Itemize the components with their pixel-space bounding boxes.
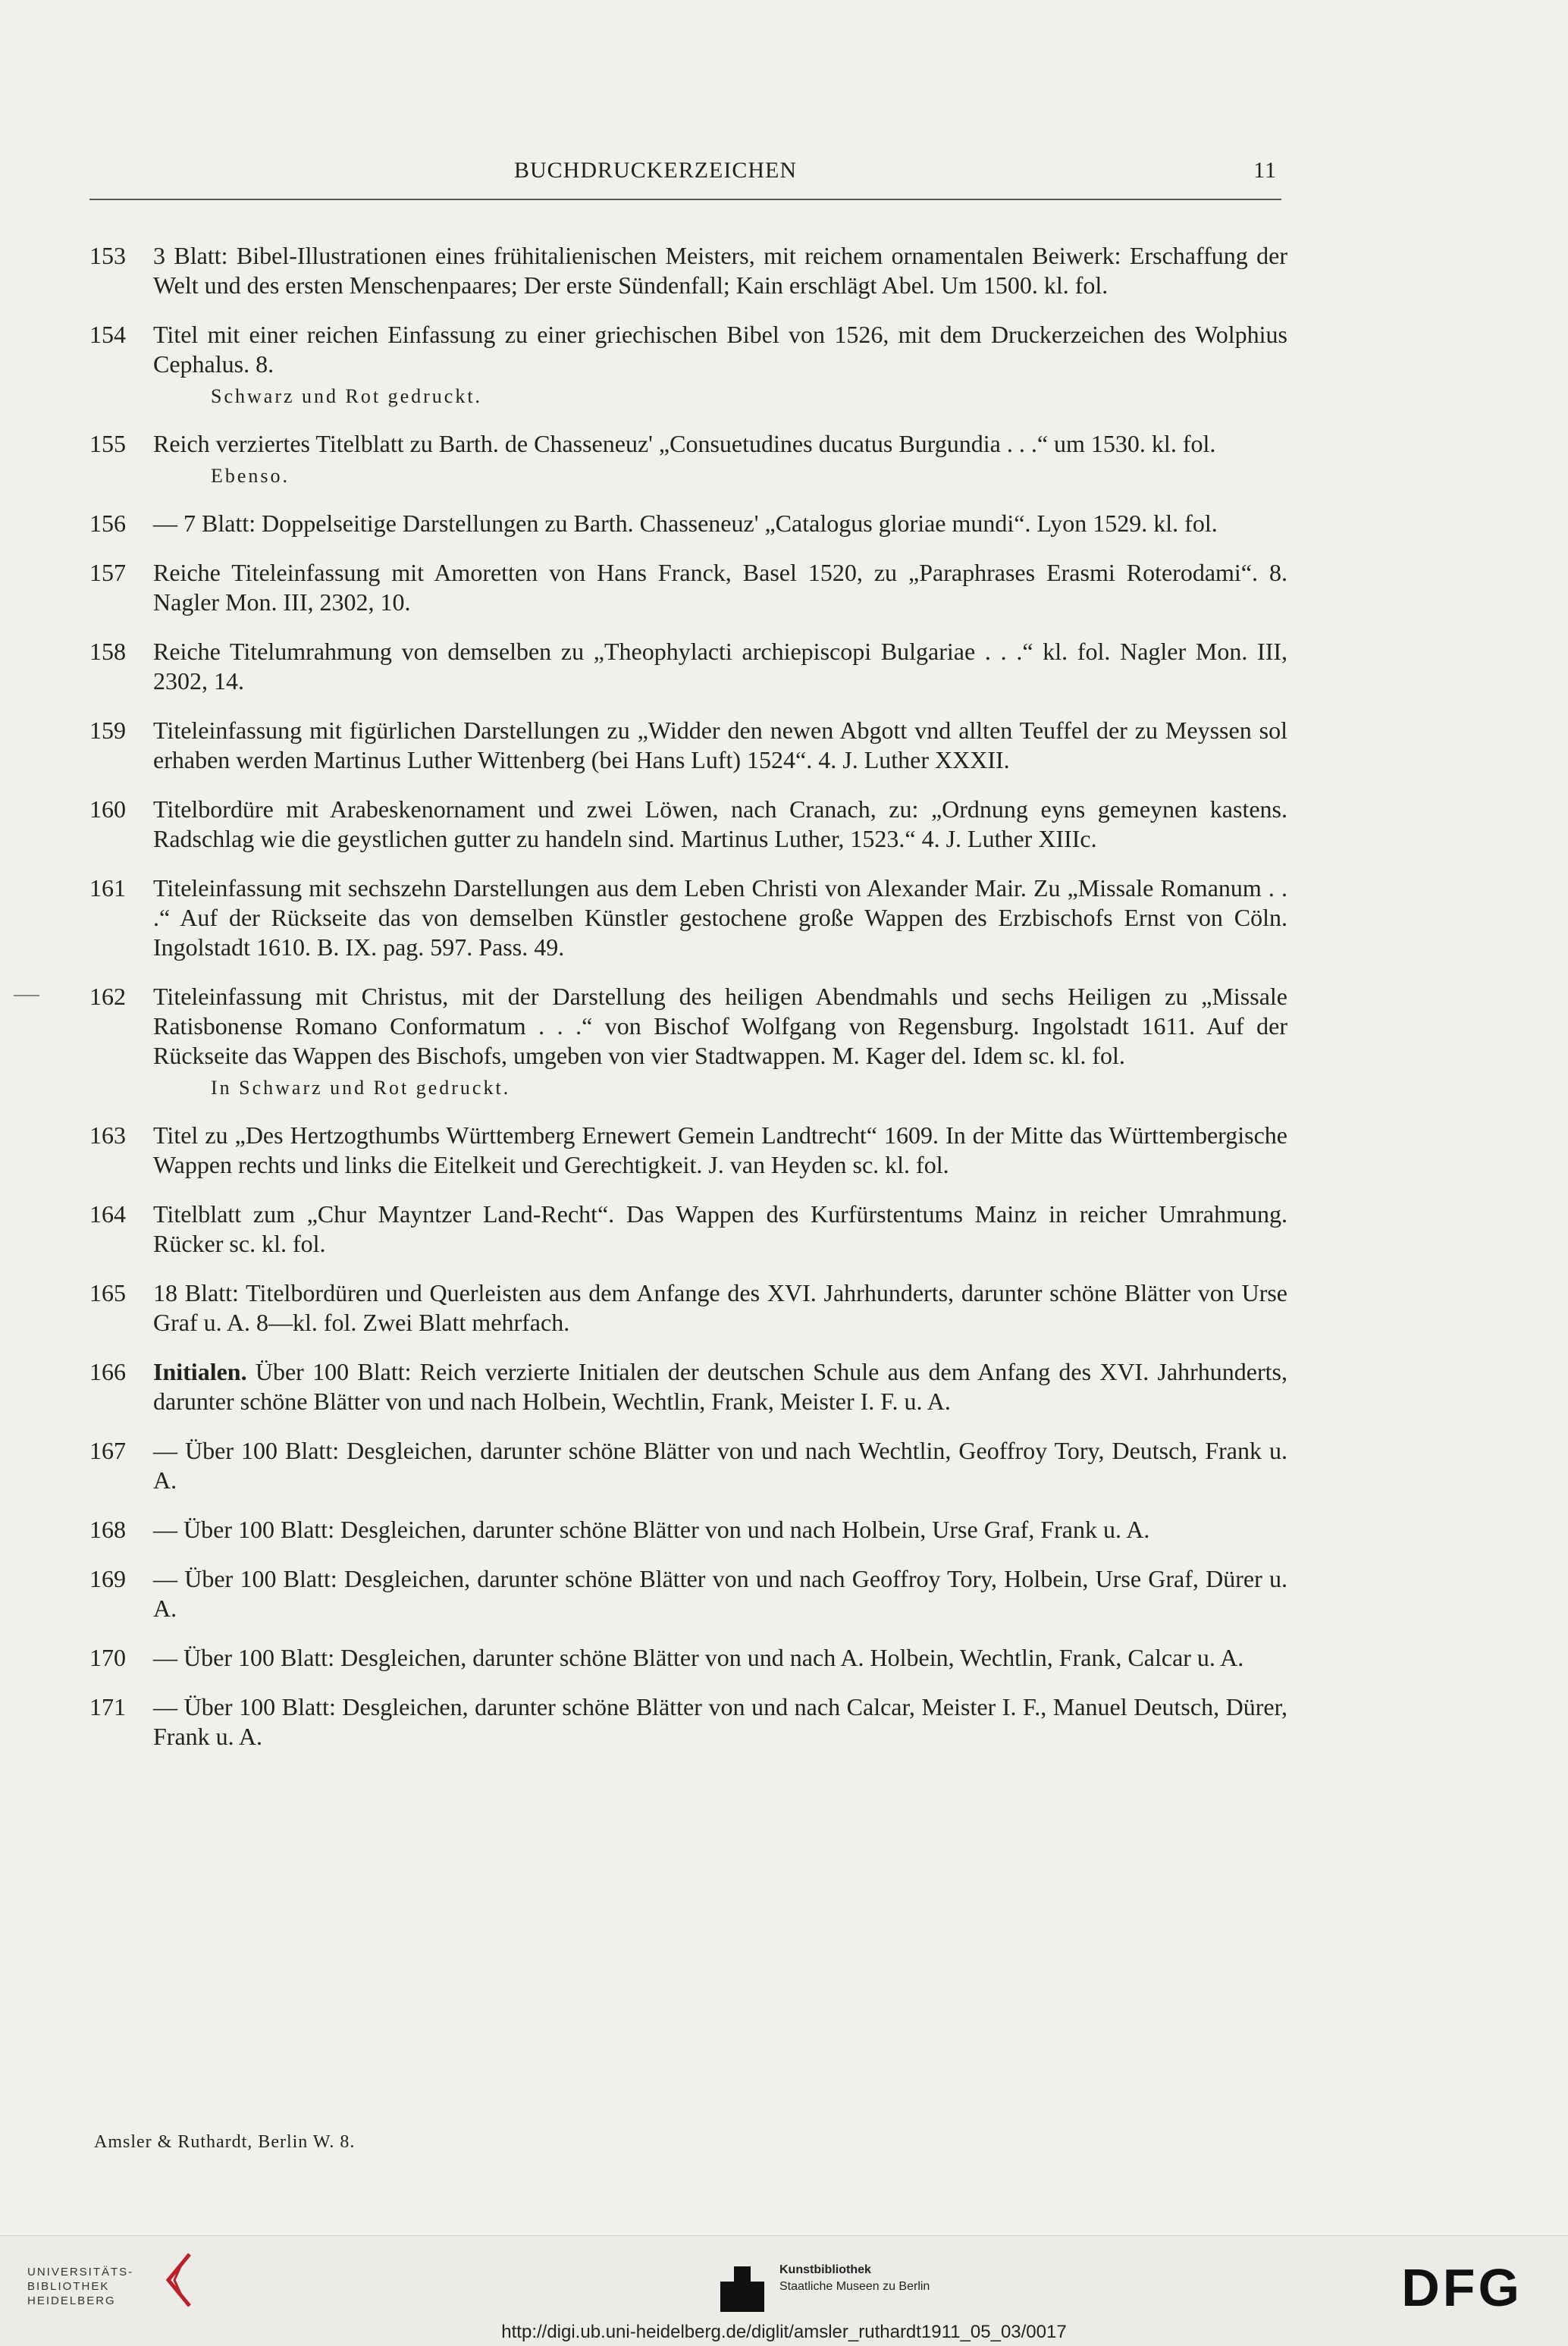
entry-number: 166 [89, 1358, 126, 1385]
entry-number: 163 [89, 1121, 126, 1149]
entry-text: 18 Blatt: Titelbordüren und Querleisten aus dem Anfange des XVI. Jahrhunderts, darunter schöne Blätter von Urse Graf u. A. 8—kl. fol. Zwei Blatt mehrfach. [153, 1279, 1287, 1336]
entry-text: Titelbordüre mit Arabeskenornament und zwei Löwen, nach Cranach, zu: „Ordnung eyns gemeynen kastens. Radschlag wie die geystlichen gutter zu handeln sind. Martinus Luther, 1523.“ 4. J. Luther XIIIc. [153, 795, 1287, 852]
entry-lead: Initialen. [153, 1358, 247, 1385]
catalog-entry [89, 241, 1287, 300]
entry-text: Titel mit einer reichen Einfassung zu einer griechischen Bibel von 1526, mit dem Druckerzeichen des Wolphius Cephalus. 8. [153, 321, 1287, 378]
entry-number: 170 [89, 1644, 126, 1671]
heidelberg-logo-icon [159, 2250, 196, 2310]
digitization-footer [0, 2235, 1568, 2346]
entry-number: 159 [89, 717, 126, 744]
permalink-url[interactable]: http://digi.ub.uni-heidelberg.de/diglit/amsler_ruthardt1911_05_03/0017 [501, 2322, 1067, 2342]
entry-note: In Schwarz und Rot gedruckt. [211, 1077, 511, 1099]
kb-subtitle: Staatliche Museen zu Berlin [779, 2280, 930, 2293]
entry-number: 165 [89, 1279, 126, 1306]
dfg-logo[interactable]: DFG [1401, 2258, 1523, 2317]
entry-text: Reich verziertes Titelblatt zu Barth. de Chasseneuz' „Consuetudines ducatus Burgundia . . .“ um 1530. kl. fol. [153, 430, 1216, 457]
entry-number: 154 [89, 321, 126, 348]
entry-text: Reiche Titeleinfassung mit Amoretten von Hans Franck, Basel 1520, zu „Paraphrases Erasmi Roterodami“. 8. Nagler Mon. III, 2302, 10. [153, 559, 1287, 616]
catalog-entry [89, 1357, 1287, 1416]
entry-text: Titel zu „Des Hertzogthumbs Württemberg Ernewert Gemein Landtrecht“ 1609. In der Mitte das Württembergische Wappen rechts und links die Eitelkeit und Gerechtigkeit. J. van Heyden sc. kl. fol. [153, 1121, 1287, 1178]
uni-logo-line: UNIVERSITÄTS- [27, 2266, 134, 2279]
entry-text: Titeleinfassung mit Christus, mit der Darstellung des heiligen Abendmahls und sechs Heiligen zu „Missale Ratisbonense Romano Conformatum . . .“ von Bischof Wolfgang von Regensburg. Ingolstadt 1611. Auf der Rückseite das Wappen des Bischofs, umgeben von vier Stadtwappen. M. Kager del. Idem sc. kl. fol. [153, 983, 1287, 1069]
catalog-entry [89, 1436, 1287, 1495]
publisher-imprint: Amsler & Ruthardt, Berlin W. 8. [94, 2132, 356, 2152]
entry-number: 168 [89, 1516, 126, 1543]
entry-number: 160 [89, 795, 126, 823]
entry-number: 164 [89, 1200, 126, 1228]
margin-mark [14, 995, 39, 996]
header-rule [89, 199, 1281, 200]
catalog-entry [89, 1692, 1287, 1752]
entry-number: 169 [89, 1565, 126, 1592]
entry-number: 162 [89, 983, 126, 1010]
entry-number: 157 [89, 559, 126, 586]
catalog-entry [89, 1121, 1287, 1180]
kunstbibliothek-icon [720, 2266, 764, 2312]
catalog-entry [89, 1643, 1287, 1673]
catalog-entry [89, 429, 1287, 489]
catalog-entry [89, 873, 1287, 962]
entry-text: — Über 100 Blatt: Desgleichen, darunter schöne Blätter von und nach Wechtlin, Geoffroy Tory, Deutsch, Frank u. A. [153, 1437, 1287, 1494]
catalog-entry [89, 558, 1287, 617]
entry-text: Titelblatt zum „Chur Mayntzer Land-Recht“. Das Wappen des Kurfürstentums Mainz in reicher Umrahmung. Rücker sc. kl. fol. [153, 1200, 1287, 1257]
entry-text: — Über 100 Blatt: Desgleichen, darunter schöne Blätter von und nach Calcar, Meister I. F., Manuel Deutsch, Dürer, Frank u. A. [153, 1693, 1287, 1750]
entry-number: 171 [89, 1693, 126, 1720]
catalog-entry [89, 320, 1287, 409]
catalog-entry [89, 795, 1287, 854]
catalog-entry [89, 637, 1287, 696]
entry-number: 161 [89, 874, 126, 902]
entry-number: 155 [89, 430, 126, 457]
entry-note: Schwarz und Rot gedruckt. [211, 385, 483, 407]
catalog-entry [89, 1278, 1287, 1338]
catalog-entry [89, 1564, 1287, 1623]
entry-number: 156 [89, 510, 126, 537]
entry-text: 3 Blatt: Bibel-Illustrationen eines frühitalienischen Meisters, mit reichem ornamentalen Beiwerk: Erschaffung der Welt und des ersten Menschenpaares; Der erste Sündenfall; Kain erschlägt Abel. Um 1500. kl. fol. [153, 242, 1287, 299]
catalog-entry [89, 1515, 1287, 1545]
entry-number: 167 [89, 1437, 126, 1464]
running-head [89, 158, 1281, 188]
kb-name: Kunstbibliothek [779, 2263, 871, 2276]
entry-text: — 7 Blatt: Doppelseitige Darstellungen zu Barth. Chasseneuz' „Catalogus gloriae mundi“. Lyon 1529. kl. fol. [153, 510, 1218, 537]
entry-text: Titeleinfassung mit figürlichen Darstellungen zu „Widder den newen Abgott vnd allten Teuffel der zu Meyssen sol erhaben werden Martinus Luther Wittenberg (bei Hans Luft) 1524“. 4. J. Luther XXXII. [153, 717, 1287, 773]
catalog-entry [89, 1200, 1287, 1259]
entry-text: Über 100 Blatt: Reich verzierte Initialen der deutschen Schule aus dem Anfang des XVI. Jahrhunderts, darunter schöne Blätter von und nach Holbein, Wechtlin, Frank, Meister I. F. u. A. [153, 1358, 1287, 1415]
page-number: 11 [1253, 158, 1277, 183]
catalog-entry [89, 509, 1287, 538]
catalog-entries [89, 241, 1287, 1771]
entry-text: Reiche Titelumrahmung von demselben zu „Theophylacti archiepiscopi Bulgariae . . .“ kl. fol. Nagler Mon. III, 2302, 14. [153, 638, 1287, 695]
catalog-entry [89, 982, 1287, 1101]
entry-number: 158 [89, 638, 126, 665]
heidelberg-library-logo[interactable] [27, 2265, 133, 2308]
entry-text: Titeleinfassung mit sechszehn Darstellungen aus dem Leben Christi von Alexander Mair. Zu „Missale Romanum . . .“ Auf der Rückseite das von demselben Künstler gestochene große Wappen des Erzbischofs Ernst von Cöln. Ingolstadt 1610. B. IX. pag. 597. Pass. 49. [153, 874, 1287, 961]
running-head-title: BUCHDRUCKERZEICHEN [514, 158, 798, 183]
entry-text: — Über 100 Blatt: Desgleichen, darunter schöne Blätter von und nach Holbein, Urse Graf, Frank u. A. [153, 1516, 1150, 1543]
catalog-entry [89, 716, 1287, 775]
entry-text: — Über 100 Blatt: Desgleichen, darunter schöne Blätter von und nach Geoffroy Tory, Holbein, Urse Graf, Dürer u. A. [153, 1565, 1287, 1622]
entry-text: — Über 100 Blatt: Desgleichen, darunter schöne Blätter von und nach A. Holbein, Wechtlin, Frank, Calcar u. A. [153, 1644, 1244, 1671]
uni-logo-line: BIBLIOTHEK [27, 2280, 110, 2293]
entry-note: Ebenso. [211, 465, 290, 487]
uni-logo-line: HEIDELBERG [27, 2294, 116, 2307]
entry-number: 153 [89, 242, 126, 269]
